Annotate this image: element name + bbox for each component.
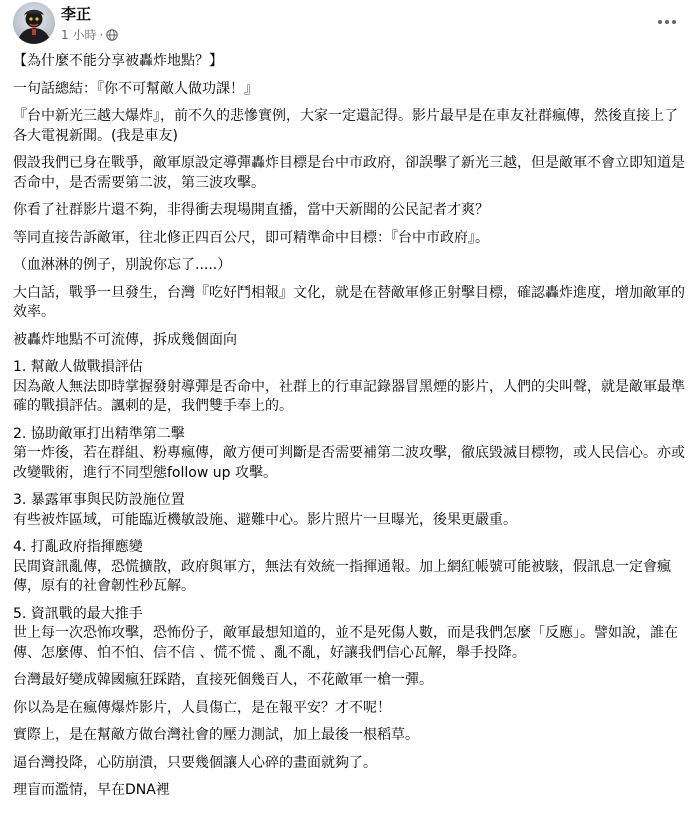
post-paragraph: 假設我們已身在戰爭，敵軍原設定導彈轟炸目標是台中市政府，卻誤擊了新光三越，但是敵軍不會立即知道是否命中，是否需要第二波，第三波攻擊。 — [13, 155, 685, 191]
post-paragraph: 3. 暴露軍事與民防設施位置 有些被炸區域，可能臨近機敏設施、避難中心。影片照片一旦曝光，後果更嚴重。 — [13, 492, 517, 528]
post-paragraph: 大白話，戰爭一旦發生，台灣『吃好鬥相報』文化，就是在替敵軍修正射擊目標，確認轟炸進度，增加敵軍的效率。 — [13, 284, 685, 320]
post-paragraph: 你看了社群影片還不夠，非得衝去現場開直播，當中天新聞的公民記者才爽？ — [13, 202, 489, 218]
post-paragraph: 逼台灣投降，心防崩潰，只要幾個讓人心碎的畫面就夠了。 — [13, 754, 377, 771]
post-paragraph: 被轟炸地點不可流傳，拆成幾個面向 — [13, 331, 237, 348]
post-meta — [61, 27, 118, 43]
avatar-image — [13, 2, 55, 44]
post-paragraph: 台灣最好變成韓國瘋狂踩踏，直接死個幾百人，不花敵軍一槍一彈。 — [13, 672, 433, 688]
post-paragraph: 一句話總結：『你不可幫敵人做功課！』 — [13, 80, 258, 97]
post-paragraph: 理盲而濫情，早在DNA裡 — [13, 782, 170, 798]
post-paragraph: 5. 資訊戰的最大推手 世上每一次恐怖攻擊，恐怖份子，敵軍最想知道的，並不是死傷人數，而是我們怎麼「反應」。譬如說，誰在傳、怎麼傳、怕不怕、信不信 、慌不慌 、亂不亂，好讓我們信心瓦解，舉手投降。 — [13, 605, 678, 661]
post-paragraph: 4. 打亂政府指揮應變 民間資訊亂傳，恐慌擴散，政府與軍方，無法有效統一指揮通報。加上網紅帳號可能被駭，假訊息一定會瘋傳，原有的社會韌性秒瓦解。 — [13, 539, 671, 594]
post-header — [13, 2, 683, 46]
author-name[interactable]: 李正 — [61, 5, 92, 23]
meta-separator: · — [99, 28, 104, 42]
more-options-icon[interactable] — [653, 8, 681, 36]
post-paragraph: 1. 幫敵人做戰損評估 因為敵人無法即時掌握發射導彈是否命中，社群上的行車記錄器冒黑煙的影片，人們的尖叫聲，就是敵軍最準確的戰損評估。諷刺的是，我們雙手奉上的。 — [13, 359, 685, 414]
post-paragraph: 2. 協助敵軍打出精準第二擊 第一炸後，若在群組、粉專瘋傳，敵方便可判斷是否需要補第二波攻擊，徹底毀滅目標物，或人民信心。亦或改變戰術，進行不同型態follow up 攻擊。 — [13, 425, 685, 481]
avatar[interactable] — [13, 2, 55, 44]
post-paragraph: 『台中新光三越大爆炸』，前不久的悲慘實例，大家一定還記得。影片最早是在車友社群瘋傳，然後直接上了各大電視新聞。(我是車友) — [13, 108, 678, 144]
post-content — [13, 52, 689, 801]
post-paragraph: 等同直接告訴敵軍，往北修正四百公尺，即可精準命中目標：『台中市政府』。 — [13, 229, 489, 246]
post-timestamp[interactable]: 1 小時 — [61, 28, 97, 42]
post-paragraph: 你以為是在瘋傳爆炸影片，人員傷亡，是在報平安？才不呢！ — [13, 699, 391, 716]
post-paragraph: 【為什麼不能分享被轟炸地點？】 — [13, 53, 223, 69]
globe-icon — [106, 29, 118, 41]
post-paragraph: （血淋淋的例子，別說你忘了.....） — [13, 257, 232, 273]
post-paragraph: 實際上，是在幫敵方做台灣社會的壓力測試，加上最後一根稻草。 — [13, 727, 419, 743]
